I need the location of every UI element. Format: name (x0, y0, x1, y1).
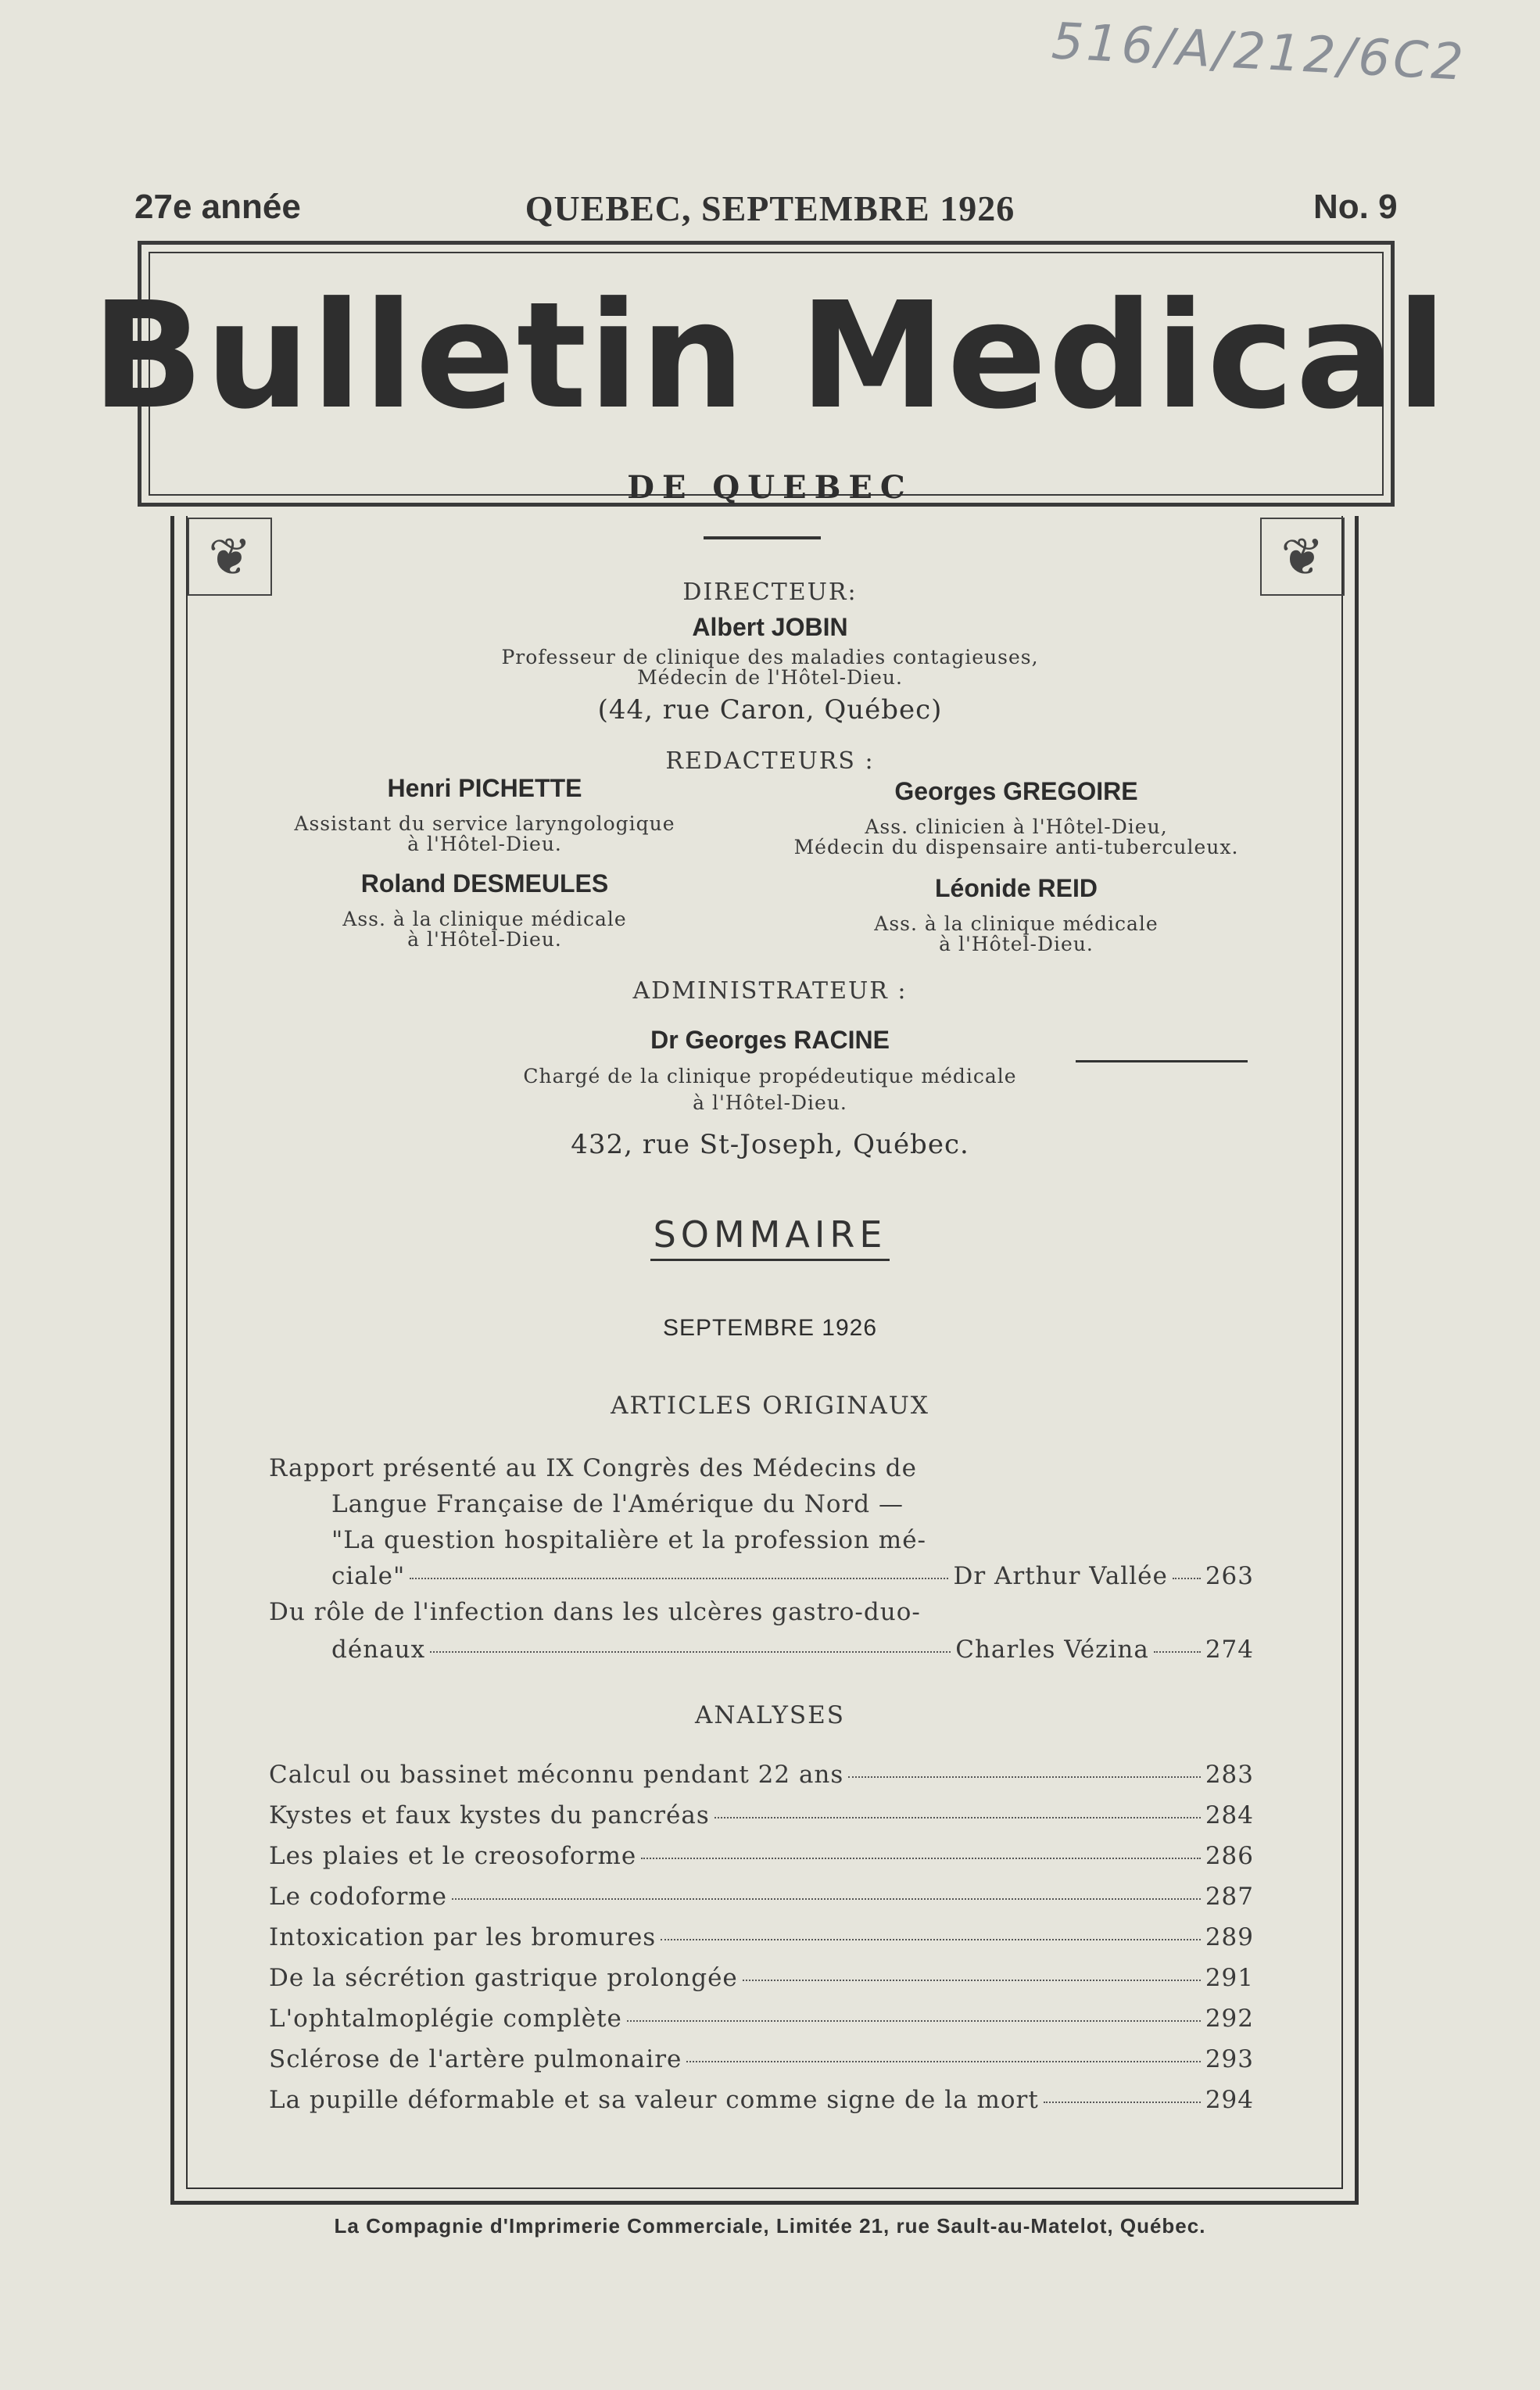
analysis-entry (269, 2086, 1254, 2114)
analysis-entry (269, 2045, 1254, 2073)
analyses-heading: ANALYSES (694, 1701, 846, 1729)
redacteur-entry (258, 869, 711, 950)
volume-year: 27e année (134, 188, 301, 226)
directeur-address: (44, rue Caron, Québec) (597, 694, 943, 726)
dot-leader (410, 1577, 948, 1579)
analysis-page: 292 (1205, 2005, 1254, 2033)
redacteur-name: Henri PICHETTE (387, 774, 582, 802)
sommaire-title: SOMMAIRE (650, 1213, 890, 1261)
directeur-title-line2: Médecin de l'Hôtel-Dieu. (637, 666, 903, 689)
divider (1076, 1060, 1248, 1062)
redacteur-title-line1: Ass. clinicien à l'Hôtel-Dieu, (865, 815, 1168, 838)
redacteur-entry (766, 777, 1266, 858)
article-title-line: Langue Française de l'Amérique du Nord — (331, 1490, 904, 1518)
redacteurs-label: REDACTEURS : (665, 747, 875, 775)
corner-ornament-icon: ❦ (188, 518, 272, 596)
dot-leader (627, 2019, 1201, 2022)
analysis-page: 289 (1205, 1923, 1254, 1951)
dot-leader (686, 2060, 1200, 2062)
article-entry-last-line (331, 1562, 1254, 1590)
redacteur-title-line2: à l'Hôtel-Dieu. (407, 928, 562, 951)
analysis-page: 287 (1205, 1883, 1254, 1911)
sommaire-heading (0, 1213, 1540, 1256)
analysis-title: Intoxication par les bromures (269, 1923, 657, 1951)
analysis-title: Kystes et faux kystes du pancréas (269, 1801, 710, 1829)
dot-leader (1044, 2101, 1201, 2103)
analysis-entry (269, 1923, 1254, 1951)
analysis-page: 291 (1205, 1964, 1254, 1992)
analysis-title: Calcul ou bassinet méconnu pendant 22 ans (269, 1761, 844, 1789)
analysis-entry (269, 1883, 1254, 1911)
masthead-subtitle: DE QUEBEC (627, 469, 913, 506)
article-title-line: dénaux (331, 1636, 426, 1664)
dot-leader (661, 1938, 1201, 1940)
analysis-entry (269, 1842, 1254, 1870)
redacteur-title-line1: Ass. à la clinique médicale (874, 912, 1159, 935)
city-date: QUEBEC, SEPTEMBRE 1926 (525, 188, 1015, 228)
divider (704, 536, 821, 539)
article-page: 274 (1205, 1636, 1254, 1664)
redacteur-name: Roland DESMEULES (360, 869, 609, 898)
redacteur-title-line2: à l'Hôtel-Dieu. (407, 833, 562, 855)
analysis-page: 283 (1205, 1761, 1254, 1789)
article-title-line: Rapport présenté au IX Congrès des Médecins de (269, 1454, 917, 1482)
analysis-entry (269, 1801, 1254, 1829)
analysis-title: Sclérose de l'artère pulmonaire (269, 2045, 682, 2073)
article-author: Charles Vézina (955, 1636, 1149, 1664)
redacteur-name: Léonide REID (934, 874, 1098, 902)
analysis-title: La pupille déformable et sa valeur comme signe de la mort (269, 2086, 1039, 2114)
analysis-entry (269, 1964, 1254, 1992)
administrateur-title-line2: à l'Hôtel-Dieu. (693, 1091, 847, 1114)
article-page: 263 (1205, 1562, 1254, 1590)
dot-leader (1173, 1577, 1201, 1579)
articles-heading: ARTICLES ORIGINAUX (611, 1392, 929, 1420)
redacteur-title-line1: Ass. à la clinique médicale (342, 908, 627, 930)
corner-ornament-icon: ❦ (1260, 518, 1345, 596)
administrateur-address: 432, rue St-Joseph, Québec. (571, 1129, 969, 1160)
analysis-page: 286 (1205, 1842, 1254, 1870)
article-title-line: ciale" (331, 1562, 406, 1590)
article-title-line: "La question hospitalière et la profession mé- (331, 1526, 927, 1554)
analysis-title: Le codoforme (269, 1883, 448, 1911)
article-title-line: Du rôle de l'infection dans les ulcères gastro-duo- (269, 1598, 921, 1626)
directeur-name: Albert JOBIN (692, 613, 848, 641)
issue-number: No. 9 (1313, 188, 1398, 226)
dot-leader (452, 1897, 1201, 1900)
printer-imprint: La Compagnie d'Imprimerie Commerciale, Limitée 21, rue Sault-au-Matelot, Québec. (334, 2214, 1206, 2238)
dot-leader (430, 1650, 951, 1653)
redacteur-name: Georges GREGOIRE (894, 777, 1138, 805)
dot-leader (641, 1857, 1201, 1859)
redacteur-title-line2: Médecin du dispensaire anti-tuberculeux. (793, 836, 1239, 858)
article-entry-last-line (331, 1636, 1254, 1664)
dot-leader (743, 1979, 1201, 1981)
directeur-label: DIRECTEUR: (682, 579, 858, 606)
analysis-title: Les plaies et le creosoforme (269, 1842, 637, 1870)
masthead-title: Bulletin Medical (91, 271, 1449, 442)
analysis-title: De la sécrétion gastrique prolongée (269, 1964, 738, 1992)
analysis-entry (269, 2005, 1254, 2033)
dot-leader (848, 1775, 1201, 1778)
analysis-page: 284 (1205, 1801, 1254, 1829)
dot-leader (714, 1816, 1201, 1818)
administrateur-title-line1: Chargé de la clinique propédeutique médicale (523, 1065, 1017, 1088)
administrateur-label: ADMINISTRATEUR : (632, 977, 908, 1005)
analysis-title: L'ophtalmoplégie complète (269, 2005, 622, 2033)
redacteur-entry (766, 874, 1266, 955)
redacteur-title-line2: à l'Hôtel-Dieu. (939, 933, 1094, 955)
directeur-title-line1: Professeur de clinique des maladies contagieuses, (501, 646, 1039, 668)
analysis-page: 293 (1205, 2045, 1254, 2073)
redacteur-title-line1: Assistant du service laryngologique (294, 812, 675, 835)
analysis-entry (269, 1761, 1254, 1789)
analysis-page: 294 (1205, 2086, 1254, 2114)
handwritten-call-number: 516/A/212/6C2 (1050, 13, 1468, 92)
article-author: Dr Arthur Vallée (953, 1562, 1168, 1590)
redacteur-entry (258, 774, 711, 855)
sommaire-date: SEPTEMBRE 1926 (662, 1315, 878, 1341)
administrateur-name: Dr Georges RACINE (650, 1026, 890, 1054)
dot-leader (1154, 1650, 1201, 1653)
